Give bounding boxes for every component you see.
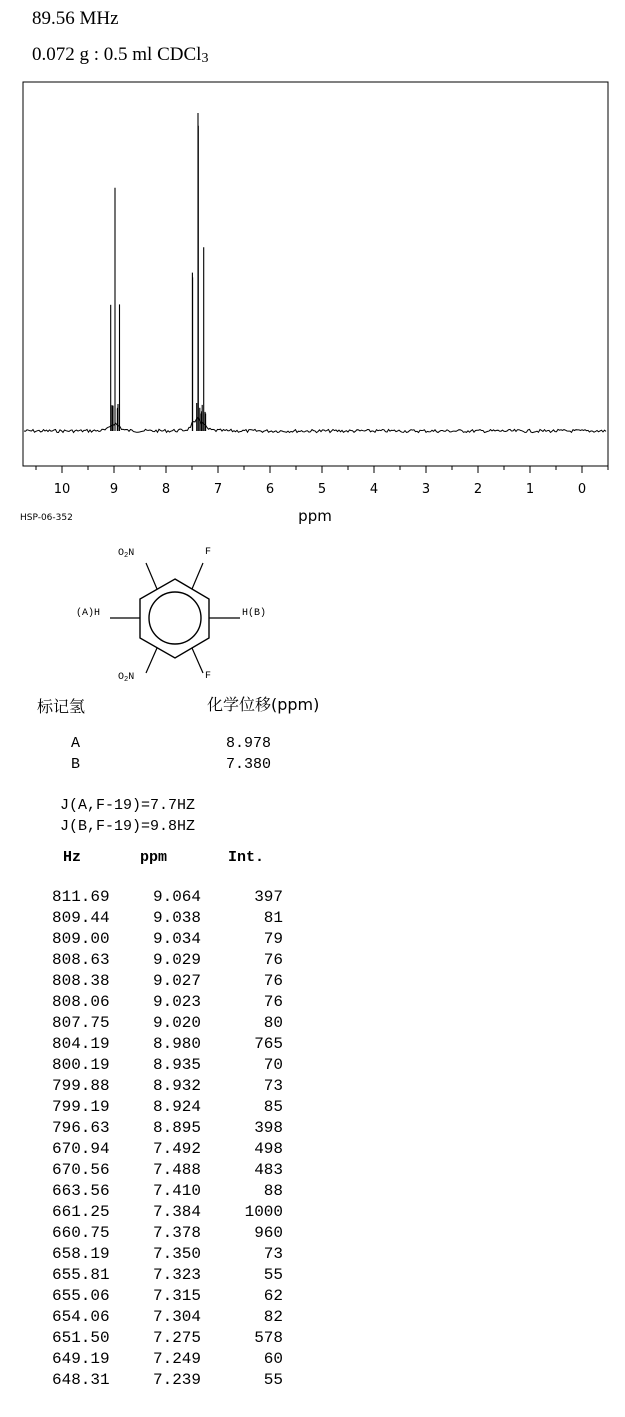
cell-ppm: 9.023 — [153, 993, 202, 1011]
cell-int: 55 — [263, 1266, 283, 1284]
sample-text: 0.072 g : 0.5 ml CDCl — [32, 44, 202, 65]
cell-hz: 808.06 — [52, 993, 110, 1011]
x-tick-label: 8 — [161, 482, 171, 497]
cell-hz: 655.81 — [52, 1266, 110, 1284]
x-tick-label: 6 — [265, 482, 275, 497]
cell-int: 398 — [254, 1119, 283, 1137]
cell-ppm: 7.378 — [153, 1224, 202, 1242]
cell-int: 76 — [263, 951, 283, 969]
table-row — [0, 1161, 300, 1182]
table-row — [0, 1203, 300, 1224]
cell-int: 82 — [263, 1308, 283, 1326]
cell-int: 70 — [263, 1056, 283, 1074]
cell-hz: 811.69 — [52, 888, 110, 906]
cell-int: 960 — [254, 1224, 283, 1242]
cell-hz: 655.06 — [52, 1287, 110, 1305]
cell-int: 85 — [263, 1098, 283, 1116]
cell-hz: 808.38 — [52, 972, 110, 990]
cell-ppm: 9.034 — [153, 930, 202, 948]
cell-hz: 654.06 — [52, 1308, 110, 1326]
cell-int: 62 — [263, 1287, 283, 1305]
cell-hz: 649.19 — [52, 1350, 110, 1368]
cell-int: 483 — [254, 1161, 283, 1179]
assignment-shift-b: 7.380 — [226, 756, 272, 773]
x-tick-label: 9 — [109, 482, 119, 497]
cell-int: 498 — [254, 1140, 283, 1158]
table-row — [0, 1287, 300, 1308]
assignment-label-b: B — [71, 756, 81, 773]
assignment-label-a: A — [71, 735, 81, 752]
cell-int: 88 — [263, 1182, 283, 1200]
table-row — [0, 993, 300, 1014]
table-row — [0, 972, 300, 993]
x-tick-label: 0 — [577, 482, 587, 497]
label-column-header: 标记氢 — [37, 697, 86, 716]
table-row — [0, 1350, 300, 1371]
cell-int: 73 — [263, 1077, 283, 1095]
cell-int: 1000 — [244, 1203, 283, 1221]
cell-ppm: 9.038 — [153, 909, 202, 927]
table-row — [0, 1140, 300, 1161]
spectrum-code: HSP-06-352 — [20, 513, 73, 523]
cell-int: 55 — [263, 1371, 283, 1389]
cell-ppm: 7.315 — [153, 1287, 202, 1305]
table-row — [0, 1182, 300, 1203]
coupling-constant-a: J(A,F-19)=7.7HZ — [60, 797, 196, 814]
cell-ppm: 7.488 — [153, 1161, 202, 1179]
cell-ppm: 9.064 — [153, 888, 202, 906]
cell-hz: 648.31 — [52, 1371, 110, 1389]
cell-ppm: 9.020 — [153, 1014, 202, 1032]
fluorine-bottom: F — [205, 671, 212, 682]
fluorine-top: F — [205, 547, 212, 558]
cell-ppm: 8.895 — [153, 1119, 202, 1137]
cell-ppm: 7.384 — [153, 1203, 202, 1221]
table-row — [0, 1077, 300, 1098]
cell-hz: 660.75 — [52, 1224, 110, 1242]
cell-int: 81 — [263, 909, 283, 927]
cell-hz: 809.44 — [52, 909, 110, 927]
table-header-ppm: ppm — [140, 849, 168, 866]
cell-ppm: 7.350 — [153, 1245, 202, 1263]
cell-hz: 809.00 — [52, 930, 110, 948]
x-tick-label: 7 — [213, 482, 223, 497]
cell-int: 60 — [263, 1350, 283, 1368]
nitro-group-top: $O_2N$ — [118, 548, 135, 560]
table-header-int: Int. — [228, 849, 265, 866]
table-row — [0, 1371, 300, 1392]
benzene-ring — [140, 579, 209, 658]
hydrogen-a-label: (A)H — [76, 608, 101, 619]
cell-hz: 670.56 — [52, 1161, 110, 1179]
x-tick-label: 1 — [525, 482, 535, 497]
cell-hz: 670.94 — [52, 1140, 110, 1158]
spectrometer-frequency: 89.56 MHz — [32, 8, 119, 29]
hydrogen-b-label: H(B) — [242, 608, 267, 619]
cell-int: 76 — [263, 993, 283, 1011]
x-axis-label: ppm — [298, 507, 332, 525]
shift-column-header: 化学位移(ppm) — [207, 695, 320, 714]
cell-ppm: 8.924 — [153, 1098, 202, 1116]
cell-ppm: 8.932 — [153, 1077, 202, 1095]
x-tick-label: 5 — [317, 482, 327, 497]
table-row — [0, 1119, 300, 1140]
cell-int: 578 — [254, 1329, 283, 1347]
molecule-structure — [0, 0, 625, 700]
coupling-constant-b: J(B,F-19)=9.8HZ — [60, 818, 196, 835]
table-row — [0, 951, 300, 972]
cell-int: 73 — [263, 1245, 283, 1263]
table-row — [0, 1014, 300, 1035]
x-tick-label: 3 — [421, 482, 431, 497]
cell-int: 397 — [254, 888, 283, 906]
cell-hz: 661.25 — [52, 1203, 110, 1221]
table-row — [0, 1224, 300, 1245]
cell-int: 79 — [263, 930, 283, 948]
cell-ppm: 7.275 — [153, 1329, 202, 1347]
cell-int: 80 — [263, 1014, 283, 1032]
nitro-group-bottom: $O_2N$ — [118, 672, 135, 684]
assignment-shift-a: 8.978 — [226, 735, 272, 752]
x-tick-label: 2 — [473, 482, 483, 497]
cell-ppm: 8.935 — [153, 1056, 202, 1074]
cell-int: 76 — [263, 972, 283, 990]
cell-hz: 808.63 — [52, 951, 110, 969]
cell-hz: 804.19 — [52, 1035, 110, 1053]
cell-hz: 799.19 — [52, 1098, 110, 1116]
cell-hz: 800.19 — [52, 1056, 110, 1074]
cell-hz: 663.56 — [52, 1182, 110, 1200]
table-row — [0, 1308, 300, 1329]
table-row — [0, 1035, 300, 1056]
table-row — [0, 1266, 300, 1287]
cell-ppm: 7.304 — [153, 1308, 202, 1326]
table-row — [0, 1329, 300, 1350]
cell-ppm: 7.239 — [153, 1371, 202, 1389]
cell-hz: 796.63 — [52, 1119, 110, 1137]
cell-hz: 658.19 — [52, 1245, 110, 1263]
cell-hz: 799.88 — [52, 1077, 110, 1095]
cell-ppm: 9.027 — [153, 972, 202, 990]
table-row — [0, 909, 300, 930]
cell-ppm: 7.323 — [153, 1266, 202, 1284]
cell-int: 765 — [254, 1035, 283, 1053]
x-tick-label: 10 — [53, 482, 71, 497]
table-row — [0, 888, 300, 909]
cell-hz: 651.50 — [52, 1329, 110, 1347]
x-tick-label: 4 — [369, 482, 379, 497]
cell-ppm: 9.029 — [153, 951, 202, 969]
table-header-hz: Hz — [63, 849, 82, 866]
table-row — [0, 930, 300, 951]
table-row — [0, 1245, 300, 1266]
sample-subscript: 3 — [201, 51, 209, 66]
cell-hz: 807.75 — [52, 1014, 110, 1032]
table-row — [0, 1056, 300, 1077]
cell-ppm: 7.410 — [153, 1182, 202, 1200]
cell-ppm: 8.980 — [153, 1035, 202, 1053]
cell-ppm: 7.492 — [153, 1140, 202, 1158]
table-row — [0, 1098, 300, 1119]
cell-ppm: 7.249 — [153, 1350, 202, 1368]
